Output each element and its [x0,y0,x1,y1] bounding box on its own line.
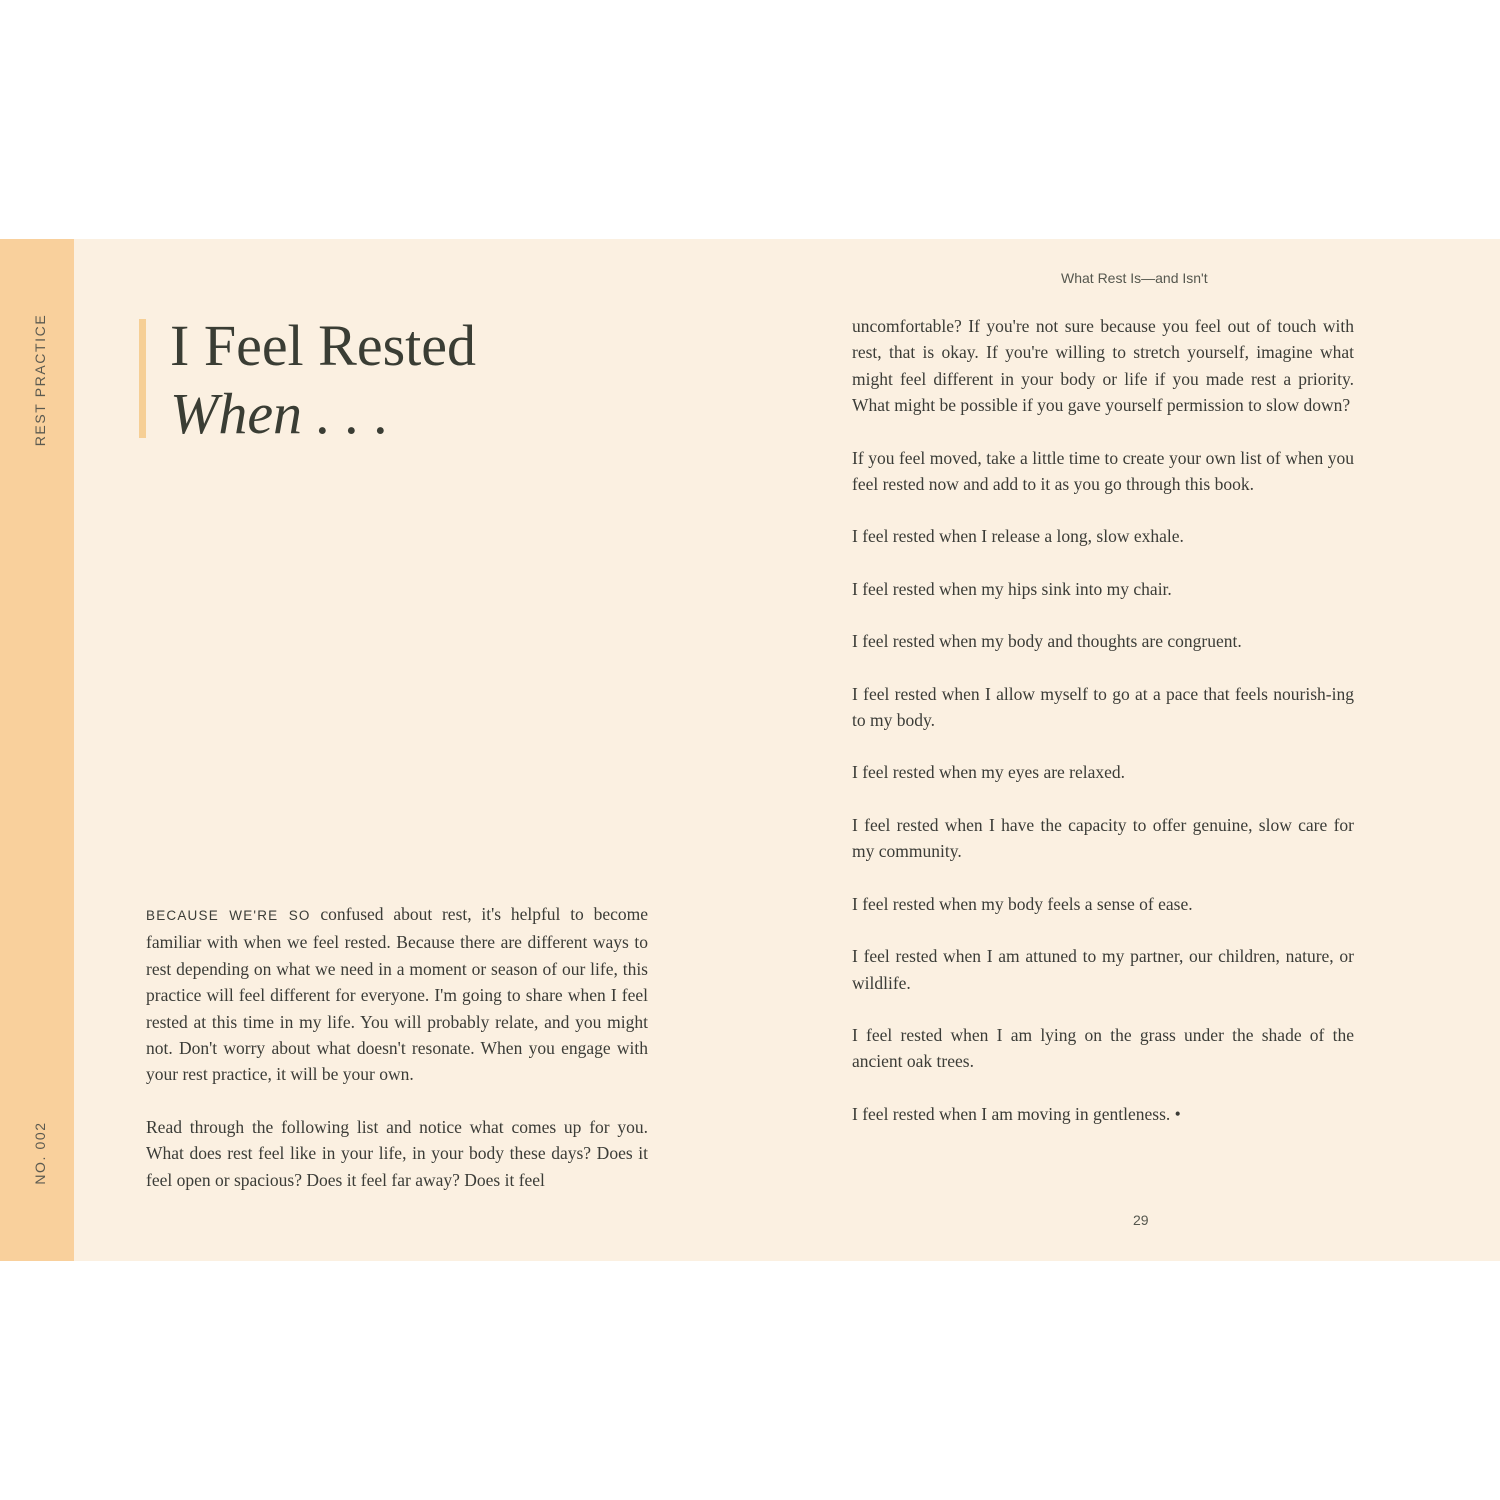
lead-in: BECAUSE WE'RE SO [146,908,311,923]
title-accent-bar [139,319,146,438]
continued-paragraph: uncomfortable? If you're not sure because you feel out of touch with rest, that is okay. If you're willing to stretch yourself, imagine what might feel different in your body or life if you made rest a priority. What might be possible if you gave yourself permission to slow down? [852,316,1354,416]
list-item: I feel rested when my hips sink into my chair. [852,578,1172,599]
list-item: I feel rested when I have the capacity to offer genuine, slow care for my community. [852,814,1354,862]
left-column [146,901,648,1219]
title-line-1: I Feel Rested [170,313,477,378]
invitation-paragraph: If you feel moved, take a little time to create your own list of when you feel rested now and add to it as you go through this book. [852,447,1354,495]
list-item: I feel rested when I am lying on the grass under the shade of the ancient oak trees. [852,1024,1354,1072]
list-intro-paragraph: Read through the following list and notice what comes up for you. What does rest feel like in your life, in your body these days? Does it feel open or spacious? Does it feel far away? Does it feel [146,1116,648,1190]
intro-paragraph-text: confused about rest, it's helpful to become familiar with when we feel rested. Because there are different ways to rest depending on what we need in a moment or season of our life, this practice will feel different for everyone. I'm going to share when I feel rested at this time in my life. You will probably relate, and you might not. Don't worry about what doesn't resonate. When you engage with your rest practice, it will be your own. [146,904,648,1085]
title-line-2: When . . . [170,381,390,446]
page-title [170,312,476,448]
section-label: REST PRACTICE [32,313,48,447]
list-item: I feel rested when my body and thoughts are congruent. [852,631,1242,652]
list-item: I feel rested when I release a long, slow exhale. [852,526,1184,547]
right-column [852,313,1354,1153]
book-spread [0,239,1500,1261]
running-head-text: What Rest Is—and Isn't [1061,270,1208,286]
page-number: 29 [1133,1212,1149,1228]
list-item: I feel rested when I allow myself to go at a pace that feels nourish-ing to my body. [852,683,1354,731]
practice-number-label: NO. 002 [32,1121,48,1185]
side-band [0,239,74,1261]
list-item: I feel rested when I am moving in gentleness. • [852,1103,1181,1124]
list-item: I feel rested when my eyes are relaxed. [852,762,1126,783]
intro-paragraph [146,901,648,1088]
list-item: I feel rested when I am attuned to my partner, our children, nature, or wildlife. [852,946,1354,993]
list-item: I feel rested when my body feels a sense of ease. [852,893,1193,914]
